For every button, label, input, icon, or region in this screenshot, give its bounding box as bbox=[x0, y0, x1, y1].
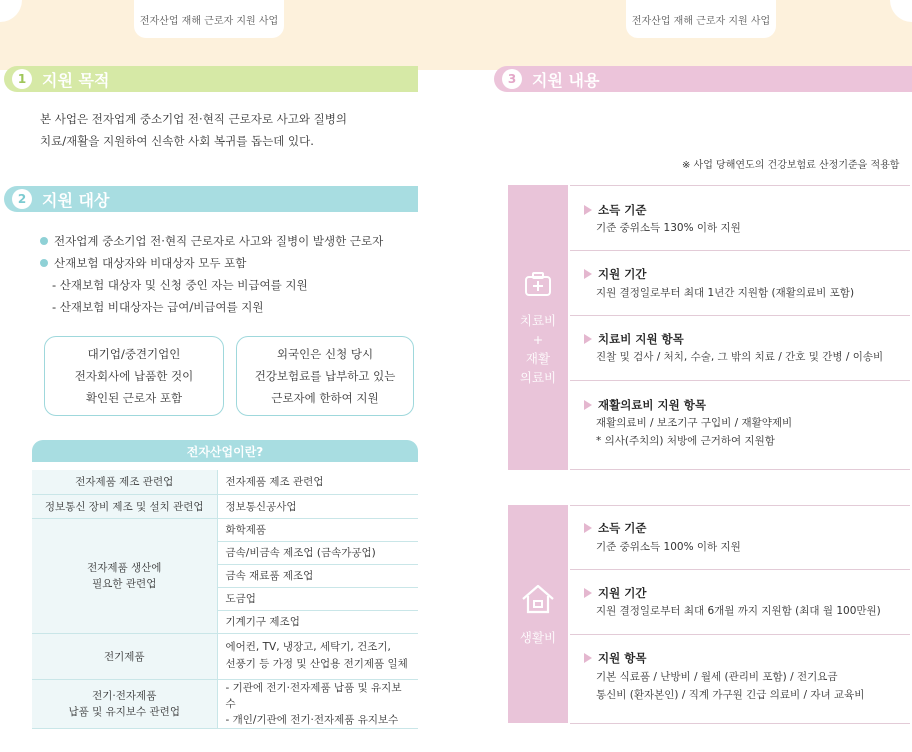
purpose-line: 본 사업은 전자업계 중소기업 전·현직 근로자로 사고와 질병의 bbox=[40, 112, 347, 126]
divider bbox=[570, 469, 910, 470]
triangle-bullet-icon bbox=[584, 523, 592, 533]
bullet-text: 전자업계 중소기업 전·현직 근로자로 사고와 질병이 발생한 근로자 bbox=[54, 234, 384, 248]
item-title-text: 지원 기간 bbox=[598, 586, 647, 600]
item-title-text: 지원 항목 bbox=[598, 651, 647, 665]
table-row bbox=[32, 518, 418, 541]
divider bbox=[570, 634, 910, 635]
divider bbox=[570, 185, 910, 186]
section-content-header bbox=[494, 66, 912, 92]
medical-item-desc: 지원 결정일로부터 최대 1년간 지원함 (재활의료비 포함) bbox=[596, 287, 855, 299]
item-title-text: 재활의료비 지원 항목 bbox=[598, 398, 706, 412]
living-item-title bbox=[584, 585, 646, 601]
category-line: 치료비 bbox=[519, 312, 557, 328]
triangle-bullet-icon bbox=[584, 588, 592, 598]
item-title-text: 소득 기준 bbox=[598, 521, 647, 535]
triangle-bullet-icon bbox=[584, 653, 592, 663]
living-item-desc bbox=[596, 668, 864, 704]
table-cell-detail: 에어컨, TV, 냉장고, 세탁기, 건조기, 선풍기 등 가정 및 산업용 전기제품 일체 bbox=[217, 633, 418, 679]
box-line: 전자회사에 납품한 것이 bbox=[74, 369, 194, 383]
table-cell-detail: - 기관에 전기·전자제품 납품 및 유지보수 - 개인/기관에 전기·전자제품 유지보수 bbox=[217, 679, 418, 728]
living-item-desc: 기준 중위소득 100% 이하 지원 bbox=[596, 541, 741, 553]
triangle-bullet-icon bbox=[584, 205, 592, 215]
table-row bbox=[32, 679, 418, 728]
item-title-text: 지원 기간 bbox=[598, 267, 647, 281]
triangle-bullet-icon bbox=[584, 400, 592, 410]
divider bbox=[570, 315, 910, 316]
first-aid-kit-icon bbox=[523, 269, 553, 299]
content-note: ※ 사업 당해연도의 건강보험료 산정기준을 적용함 bbox=[682, 160, 900, 171]
table-cell-category: 정보통신 장비 제조 및 설치 관련업 bbox=[32, 494, 217, 518]
living-item-desc: 지원 결정일로부터 최대 6개월 까지 지원함 (최대 월 100만원) bbox=[596, 605, 881, 617]
category-line: 재활 bbox=[525, 350, 551, 366]
table-cell-detail: 정보통신공사업 bbox=[217, 494, 418, 518]
section-number: 1 bbox=[12, 69, 32, 89]
medical-item-title bbox=[584, 331, 684, 347]
purpose-text bbox=[40, 108, 347, 152]
table-row bbox=[32, 470, 418, 494]
divider bbox=[570, 380, 910, 381]
triangle-bullet-icon bbox=[584, 334, 592, 344]
box-line: 건강보험료를 납부하고 있는 bbox=[254, 369, 396, 383]
desc-line: 통신비 (환자본인) / 직계 가구원 긴급 의료비 / 자녀 교육비 bbox=[596, 689, 865, 701]
header-tab-left: 전자산업 재해 근로자 지원 사업 bbox=[134, 0, 284, 38]
table-cell-category: 전자제품 제조 관련업 bbox=[32, 470, 217, 494]
living-item-title bbox=[584, 650, 646, 666]
medical-item-desc: 기준 중위소득 130% 이하 지원 bbox=[596, 222, 741, 234]
divider bbox=[570, 569, 910, 570]
medical-item-desc bbox=[596, 414, 792, 450]
section-number: 3 bbox=[502, 69, 522, 89]
medical-item-desc: 진찰 및 검사 / 처치, 수술, 그 밖의 치료 / 간호 및 간병 / 이송비 bbox=[596, 351, 884, 363]
table-cell-detail: 금속/비금속 제조업 (금속가공업) bbox=[217, 541, 418, 564]
section-title: 지원 대상 bbox=[42, 190, 110, 210]
box-line: 대기업/중견기업인 bbox=[87, 347, 181, 361]
medical-item-title bbox=[584, 266, 646, 282]
header-tab-right: 전자산업 재해 근로자 지원 사업 bbox=[626, 0, 776, 38]
table-cell-detail: 기계기구 제조업 bbox=[217, 610, 418, 633]
target-sub: - 산재보험 대상자 및 신청 중인 자는 비급여를 지원 bbox=[52, 278, 308, 292]
table-cell-detail: 전자제품 제조 관련업 bbox=[217, 470, 418, 494]
desc-line: 재활의료비 / 보조기구 구입비 / 재활약제비 bbox=[596, 417, 793, 429]
bullet-dot-icon bbox=[40, 237, 48, 245]
industry-table bbox=[32, 470, 418, 729]
divider bbox=[570, 505, 910, 506]
industry-table-title: 전자산업이란? bbox=[32, 440, 418, 462]
section-number: 2 bbox=[12, 189, 32, 209]
triangle-bullet-icon bbox=[584, 269, 592, 279]
box-line: 확인된 근로자 포함 bbox=[85, 391, 183, 405]
target-bullet bbox=[40, 255, 246, 271]
category-medical bbox=[508, 185, 568, 470]
section-title: 지원 목적 bbox=[42, 70, 110, 90]
divider bbox=[570, 723, 910, 724]
category-line: + bbox=[532, 331, 544, 347]
info-box-supplier bbox=[44, 336, 224, 416]
table-row bbox=[32, 494, 418, 518]
category-line: 생활비 bbox=[519, 629, 557, 645]
table-row bbox=[32, 633, 418, 679]
info-box-foreigner bbox=[236, 336, 414, 416]
table-cell-category: 전자제품 생산에 필요한 관련업 bbox=[32, 518, 217, 633]
divider bbox=[570, 250, 910, 251]
section-target-header bbox=[4, 186, 418, 212]
house-icon bbox=[520, 582, 556, 616]
item-title-text: 소득 기준 bbox=[598, 203, 647, 217]
desc-line: 기본 식료품 / 난방비 / 월세 (관리비 포함) / 전기요금 bbox=[596, 671, 838, 683]
desc-line: * 의사(주치의) 처방에 근거하여 지원함 bbox=[596, 435, 775, 447]
category-line: 의료비 bbox=[519, 369, 557, 385]
target-bullet bbox=[40, 233, 383, 249]
table-cell-category: 전기·전자제품 납품 및 유지보수 관련업 bbox=[32, 679, 217, 728]
bullet-text: 산재보험 대상자와 비대상자 모두 포함 bbox=[54, 256, 247, 270]
target-sub: - 산재보험 비대상자는 급여/비급여를 지원 bbox=[52, 300, 264, 314]
section-purpose-header bbox=[4, 66, 418, 92]
table-cell-category: 전기제품 bbox=[32, 633, 217, 679]
category-living bbox=[508, 505, 568, 723]
box-line: 외국인은 신청 당시 bbox=[276, 347, 374, 361]
box-line: 근로자에 한하여 지원 bbox=[271, 391, 379, 405]
purpose-line: 치료/재활을 지원하여 신속한 사회 복귀를 돕는데 있다. bbox=[40, 134, 314, 148]
living-item-title bbox=[584, 520, 646, 536]
medical-item-title bbox=[584, 202, 646, 218]
medical-item-title bbox=[584, 397, 706, 413]
section-title: 지원 내용 bbox=[532, 70, 600, 90]
table-cell-detail: 도금업 bbox=[217, 587, 418, 610]
bullet-dot-icon bbox=[40, 259, 48, 267]
table-cell-detail: 금속 재료품 제조업 bbox=[217, 564, 418, 587]
table-cell-detail: 화학제품 bbox=[217, 518, 418, 541]
item-title-text: 치료비 지원 항목 bbox=[598, 332, 684, 346]
